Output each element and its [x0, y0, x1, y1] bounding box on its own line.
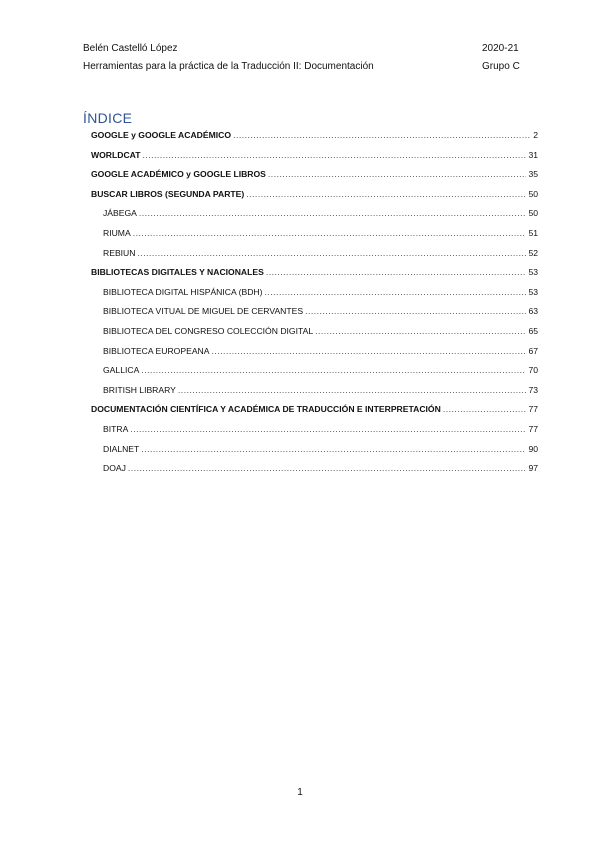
toc-leader-dots [137, 248, 526, 258]
toc-entry[interactable] [91, 208, 538, 228]
toc-leader-dots [268, 169, 527, 179]
table-of-contents [91, 130, 538, 483]
toc-entry-page: 31 [528, 149, 538, 160]
toc-entry[interactable] [91, 228, 538, 248]
toc-entry[interactable] [91, 424, 538, 444]
toc-entry-title: GALLICA [103, 365, 140, 376]
toc-leader-dots [141, 365, 526, 375]
toc-leader-dots [233, 130, 531, 140]
toc-entry[interactable] [91, 444, 538, 464]
toc-leader-dots [133, 228, 527, 238]
toc-entry[interactable] [91, 150, 538, 170]
toc-title: ÍNDICE [83, 110, 133, 126]
toc-entry-page: 70 [528, 365, 538, 376]
toc-entry-title: BIBLIOTECA DIGITAL HISPÁNICA (BDH) [103, 286, 263, 297]
toc-entry[interactable] [91, 326, 538, 346]
toc-entry-title: JÁBEGA [103, 208, 137, 219]
toc-entry-page: 50 [528, 208, 538, 219]
toc-entry[interactable] [91, 463, 538, 483]
toc-leader-dots [265, 287, 527, 297]
toc-entry[interactable] [91, 267, 538, 287]
toc-entry[interactable] [91, 404, 538, 424]
page-number: 1 [297, 787, 303, 798]
toc-entry-page: 77 [528, 404, 538, 415]
toc-entry-page: 53 [528, 286, 538, 297]
toc-entry-page: 77 [528, 423, 538, 434]
toc-entry[interactable] [91, 130, 538, 150]
toc-entry[interactable] [91, 346, 538, 366]
toc-entry[interactable] [91, 169, 538, 189]
author-name: Belén Castelló López [83, 43, 178, 54]
toc-entry-page: 67 [528, 345, 538, 356]
toc-leader-dots [130, 424, 526, 434]
course-title: Herramientas para la práctica de la Traducción II: Documentación [83, 61, 374, 72]
toc-entry-page: 2 [533, 130, 538, 140]
toc-leader-dots [178, 385, 527, 395]
toc-leader-dots [315, 326, 526, 336]
toc-entry-title: BITRA [103, 423, 129, 434]
toc-entry-page: 97 [528, 463, 538, 474]
toc-leader-dots [266, 267, 527, 277]
toc-entry-title: GOOGLE y GOOGLE ACADÉMICO [91, 130, 232, 140]
toc-entry[interactable] [91, 306, 538, 326]
toc-entry-title: WORLDCAT [91, 149, 141, 160]
toc-entry[interactable] [91, 287, 538, 307]
toc-entry-page: 63 [528, 306, 538, 317]
toc-entry-page: 53 [528, 267, 538, 278]
toc-leader-dots [128, 463, 527, 473]
toc-entry-title: BIBLIOTECA EUROPEANA [103, 345, 210, 356]
toc-entry-title: GOOGLE ACADÉMICO y GOOGLE LIBROS [91, 169, 266, 180]
header-row-1 [83, 40, 530, 58]
toc-entry[interactable] [91, 365, 538, 385]
toc-leader-dots [305, 306, 526, 316]
toc-entry-page: 65 [528, 325, 538, 336]
toc-entry-title: BRITISH LIBRARY [103, 384, 176, 395]
toc-entry-page: 73 [528, 384, 538, 395]
toc-entry[interactable] [91, 385, 538, 405]
toc-entry-page: 35 [528, 169, 538, 180]
toc-entry[interactable] [91, 248, 538, 268]
toc-leader-dots [212, 346, 527, 356]
toc-entry-title: BUSCAR LIBROS (SEGUNDA PARTE) [91, 188, 245, 199]
toc-entry-page: 51 [528, 227, 538, 238]
toc-entry-page: 52 [528, 247, 538, 258]
toc-entry-page: 50 [528, 188, 538, 199]
header-row-2 [83, 58, 530, 76]
toc-entry[interactable] [91, 189, 538, 209]
toc-leader-dots [443, 404, 527, 414]
page-header [83, 40, 530, 76]
toc-entry-title: RIUMA [103, 227, 131, 238]
toc-entry-title: DOCUMENTACIÓN CIENTÍFICA Y ACADÉMICA DE TRADUCCIÓN E INTERPRETACIÓN [91, 404, 441, 415]
toc-entry-title: DIALNET [103, 443, 140, 454]
toc-leader-dots [139, 208, 527, 218]
toc-leader-dots [142, 150, 526, 160]
academic-year: 2020-21 [482, 43, 519, 54]
group-label: Grupo C [482, 61, 520, 72]
toc-entry-title: DOAJ [103, 463, 126, 474]
toc-entry-title: REBIUN [103, 247, 136, 258]
toc-entry-title: BIBLIOTECAS DIGITALES Y NACIONALES [91, 267, 264, 278]
toc-leader-dots [141, 444, 526, 454]
toc-leader-dots [246, 189, 526, 199]
toc-entry-title: BIBLIOTECA VITUAL DE MIGUEL DE CERVANTES [103, 306, 304, 317]
toc-entry-page: 90 [528, 443, 538, 454]
toc-entry-title: BIBLIOTECA DEL CONGRESO COLECCIÓN DIGITAL [103, 325, 314, 336]
